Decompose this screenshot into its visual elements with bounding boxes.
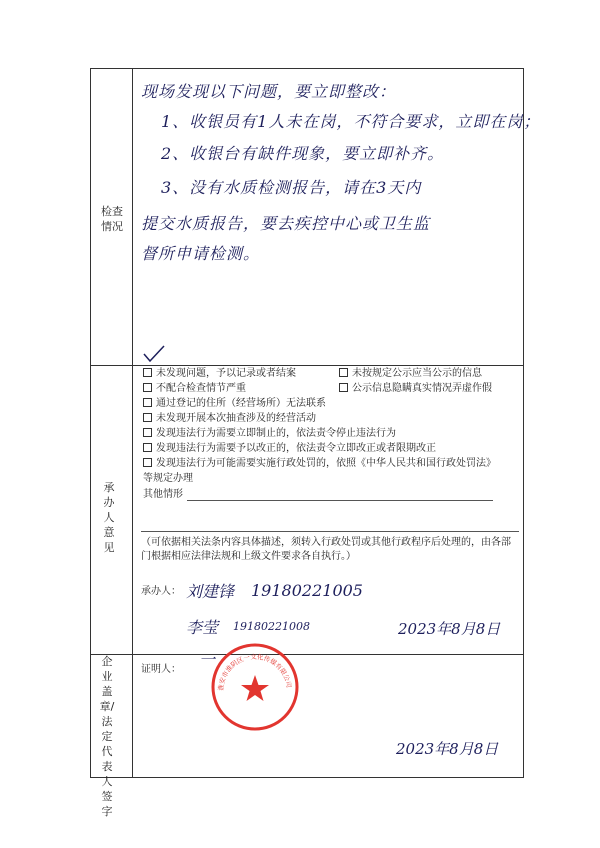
handler-label: 承办人： [141,586,181,597]
option-checkbox[interactable] [143,412,316,425]
handwritten-line: 督所申请检测。 [141,244,261,263]
handwritten-line: 提交水质报告，要去疾控中心或卫生监 [141,214,431,233]
column-divider [132,69,133,777]
other-input-line[interactable] [141,531,519,532]
inspection-form [90,68,541,818]
option-text: 未按规定公示应当公示的信息 [352,368,482,379]
handler-id: 19180221005 [251,581,363,600]
option-checkbox[interactable] [339,367,482,380]
option-continuation: 等规定办理 [143,473,193,484]
option-checkbox[interactable] [339,382,492,395]
checkbox-icon [143,383,152,392]
option-checkbox[interactable] [143,382,246,395]
other-input-line[interactable] [187,500,493,501]
handler-id: 19180221008 [233,620,310,633]
opinion-label: 承办人意见 [103,481,115,554]
checkbox-icon [143,398,152,407]
option-text: 发现违法行为需要予以改正的，依法责令立即改正或者限期改正 [156,443,436,454]
option-checkbox[interactable] [143,367,296,380]
checkbox-icon [143,413,152,422]
option-checkbox[interactable] [143,397,326,410]
option-checkbox[interactable] [143,457,496,470]
handwritten-line: 现场发现以下问题，要立即整改： [141,82,397,101]
handwritten-line: 2、收银台有缺件现象，要立即补齐。 [161,144,445,163]
other-label: 其他情形 [143,489,183,500]
enterprise-label: 企业盖章/法定代表人签字 [99,655,115,818]
option-text: 公示信息隐瞒真实情况弄虚作假 [352,383,492,394]
option-text: 发现违法行为可能需要实施行政处罚的，依照《中华人民共和国行政处罚法》 [156,458,496,469]
option-text: 通过登记的住所（经营场所）无法联系 [156,398,326,409]
row-divider [91,654,523,655]
option-checkbox[interactable] [143,442,436,455]
witness-signature: 一 [199,650,216,669]
handwritten-line: 3、没有水质检测报告，请在3天内 [161,178,422,197]
checkbox-icon [143,443,152,452]
enterprise-date: 2023年8月8日 [396,740,499,758]
handler-signature: 刘建锋 [186,582,235,601]
handler-signature: 李莹 [186,618,219,637]
option-text: 不配合检查情节严重 [156,383,246,394]
checkbox-icon [143,428,152,437]
handwritten-line: 1、收银员有1人未在岗，不符合要求，立即在岗； [161,112,541,131]
option-checkbox[interactable] [143,427,396,440]
option-text: 未发现开展本次抽查涉及的经营活动 [156,413,316,424]
option-text: 发现违法行为需要立即制止的，依法责令停止违法行为 [156,428,396,439]
checkmark-icon [142,344,166,364]
row-divider [91,365,523,366]
note-text: （可依据相关法条内容具体描述，须转入行政处罚或其他行政程序后处理的，由各部门根据相应法律法规和上级文件要求各自执行。） [141,537,511,562]
option-text: 未发现问题，予以记录或者结案 [156,368,296,379]
company-seal [209,641,301,733]
witness-label: 证明人： [141,664,181,675]
inspection-label: 检查情况 [101,205,123,233]
checkbox-icon [143,368,152,377]
checkbox-icon [339,383,348,392]
checkbox-icon [339,368,348,377]
handler-date: 2023年8月8日 [398,620,501,638]
checkbox-icon [143,458,152,467]
svg-text:淮安市淮阴区一文化传媒有限公司: 淮安市淮阴区一文化传媒有限公司 [216,652,293,692]
